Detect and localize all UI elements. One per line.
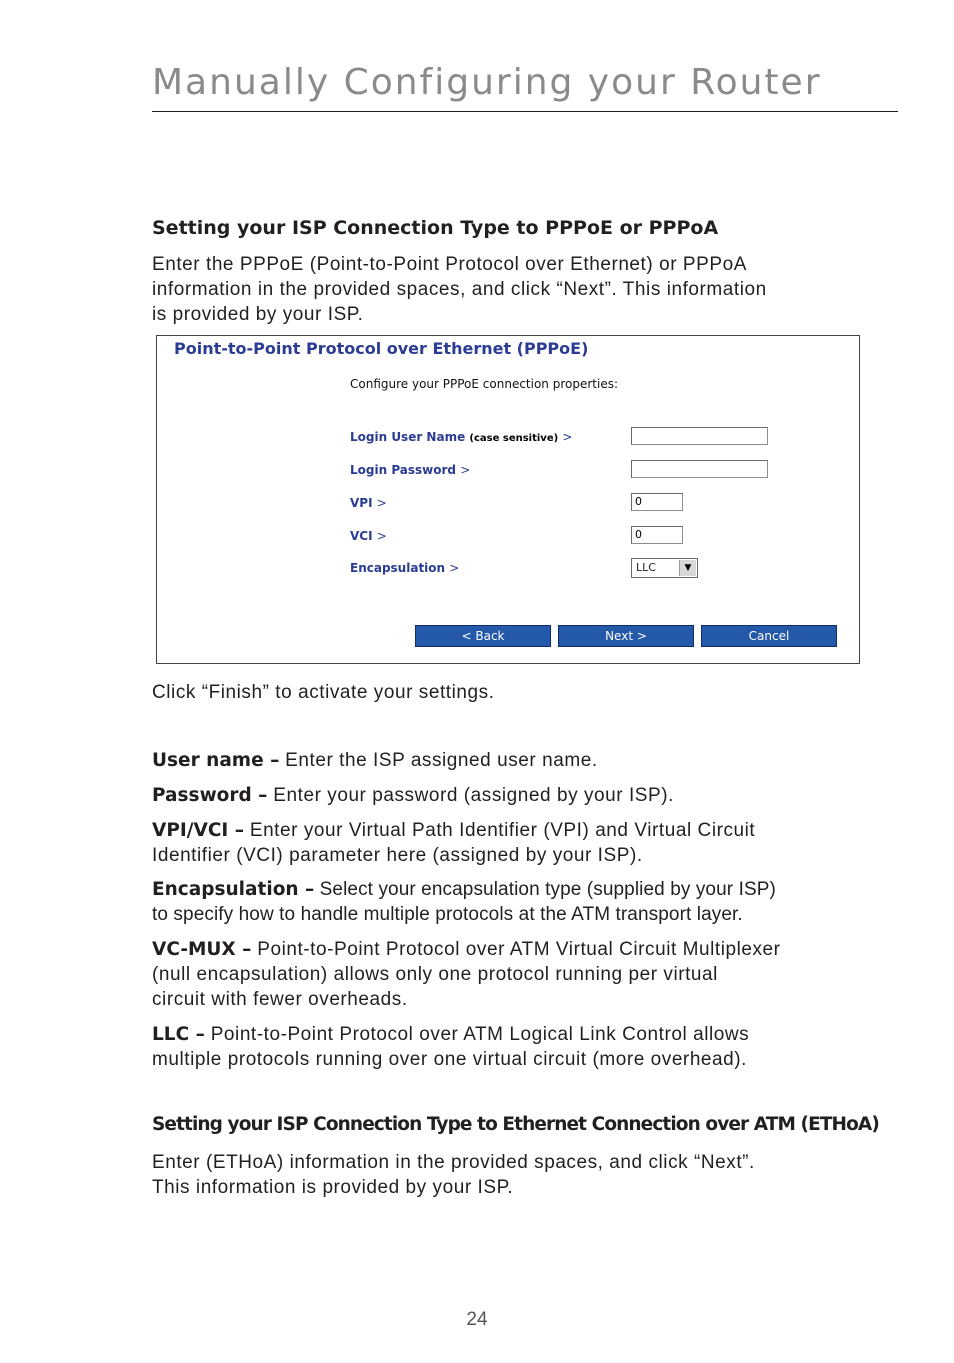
back-button[interactable]: < Back [415, 625, 551, 647]
definition-password: Password – Enter your password (assigned by your ISP). [152, 785, 674, 806]
panel-intro: Configure your PPPoE connection properties: [350, 377, 619, 391]
chapter-title: Manually Configuring your Router [152, 62, 822, 103]
title-rule [152, 111, 898, 112]
ethoa-intro: Enter (ETHoA) information in the provided spaces, and click “Next”. This information is provided by your ISP. [152, 1152, 755, 1198]
section-heading-ethoa: Setting your ISP Connection Type to Ethernet Connection over ATM (ETHoA) [152, 1114, 879, 1135]
chevron-down-icon[interactable]: ▼ [679, 560, 696, 576]
definition-llc: LLC – Point-to-Point Protocol over ATM Logical Link Control allows multiple protocols running over one virtual circuit (more overhead). [152, 1024, 750, 1070]
term-vpivci: VPI/VCI – [152, 820, 244, 841]
login-username-input[interactable] [631, 427, 768, 445]
term-password: Password – [152, 785, 268, 806]
panel-title: Point-to-Point Protocol over Ethernet (PPPoE) [174, 339, 589, 358]
login-username-label: Login User Name (case sensitive) > [350, 430, 573, 444]
vpi-input[interactable]: 0 [631, 493, 683, 511]
definition-encapsulation: Encapsulation – Select your encapsulation type (supplied by your ISP) to specify how to handle multiple protocols at the ATM transport layer. [152, 879, 776, 925]
encapsulation-label: Encapsulation > [350, 561, 460, 575]
login-password-input[interactable] [631, 460, 768, 478]
definition-vcmux: VC-MUX – Point-to-Point Protocol over ATM Virtual Circuit Multiplexer (null encapsulation) allows only one protocol running per virtual circuit with fewer overheads. [152, 939, 781, 1010]
login-password-label: Login Password > [350, 463, 471, 477]
pppoe-intro: Enter the PPPoE (Point-to-Point Protocol over Ethernet) or PPPoA information in the provided spaces, and click “Next”. This information is provided by your ISP. [152, 254, 767, 325]
pppoe-config-screenshot [156, 335, 860, 664]
encapsulation-selected-value: LLC [636, 561, 656, 574]
case-sensitive-hint: (case sensitive) [469, 433, 559, 444]
page-number: 24 [466, 1309, 488, 1330]
vpi-label: VPI > [350, 496, 387, 510]
next-button[interactable]: Next > [558, 625, 694, 647]
section-heading-pppoe: Setting your ISP Connection Type to PPPoE or PPPoA [152, 217, 719, 239]
term-username: User name – [152, 750, 280, 771]
definition-vpivci: VPI/VCI – Enter your Virtual Path Identifier (VPI) and Virtual Circuit Identifier (VCI) parameter here (assigned by your ISP). [152, 820, 756, 866]
term-vcmux: VC-MUX – [152, 939, 252, 960]
cancel-button[interactable]: Cancel [701, 625, 837, 647]
definition-username: User name – Enter the ISP assigned user name. [152, 750, 598, 771]
finish-instruction: Click “Finish” to activate your settings. [152, 682, 495, 703]
term-encapsulation: Encapsulation – [152, 879, 315, 900]
vci-input[interactable]: 0 [631, 526, 683, 544]
encapsulation-select[interactable] [631, 558, 698, 578]
vci-label: VCI > [350, 529, 387, 543]
term-llc: LLC – [152, 1024, 205, 1045]
